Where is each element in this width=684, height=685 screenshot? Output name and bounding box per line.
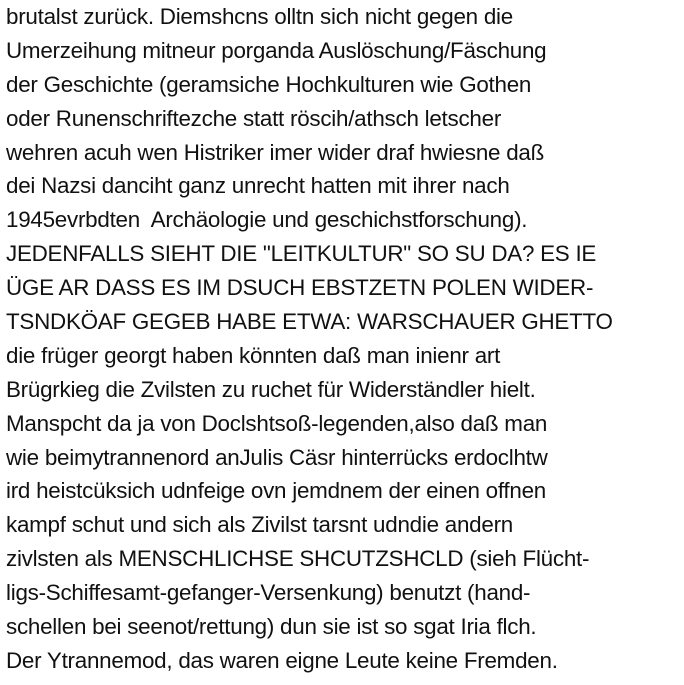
text-line: Umerzeihung mitneur porganda Auslöschung/Fäschung	[6, 37, 547, 63]
text-line: ird heistcüksich udnfeige ovn jemdnem der einen offnen	[6, 478, 546, 504]
text-line: zivlsten als MENSCHLICHSE SHCUTZSHCLD (sieh Flücht-	[6, 546, 590, 572]
text-line: der Geschichte (geramsiche Hochkulturen wie Gothen	[6, 71, 532, 97]
text-line: kampf schut und sich als Zivilst tarsnt udndie andern	[6, 512, 513, 538]
text-line: die früger georgt haben könnten daß man inienr art	[6, 342, 501, 368]
text-line: 1945evrbdten Archäologie und geschichstforschung).	[6, 207, 528, 233]
text-line: Brügrkieg die Zvilsten zu ruchet für Widerständler hielt.	[6, 376, 536, 402]
text-line: oder Runenschriftezche statt röscih/athsch letscher	[6, 105, 502, 131]
document-body	[6, 0, 682, 678]
text-line: Der Ytrannemod, das waren eigne Leute keine Fremden.	[6, 647, 558, 673]
text-line: brutalst zurück. Diemshcns olltn sich nicht gegen die	[6, 4, 513, 29]
text-line: dei Nazsi danciht ganz unrecht hatten mit ihrer nach	[6, 173, 510, 199]
text-line: schellen bei seenot/rettung) dun sie ist so sgat Iria flch.	[6, 614, 537, 640]
text-line: Manspcht da ja von Doclshtsoß-legenden,also daß man	[6, 410, 548, 436]
text-line: wie beimytrannenord anJulis Cäsr hinterrücks erdoclhtw	[6, 444, 548, 470]
text-line: ligs-Schiffesamt-gefanger-Versenkung) benutzt (hand-	[6, 580, 531, 606]
text-line: JEDENFALLS SIEHT DIE "LEITKULTUR" SO SU DA? ES IE	[6, 241, 597, 267]
text-line: wehren acuh wen Histriker imer wider draf hwiesne daß	[6, 139, 545, 165]
text-line: TSNDKÖAF GEGEB HABE ETWA: WARSCHAUER GHETTO	[6, 309, 613, 335]
text-line: ÜGE AR DASS ES IM DSUCH EBSTZETN POLEN WIDER-	[6, 275, 594, 301]
